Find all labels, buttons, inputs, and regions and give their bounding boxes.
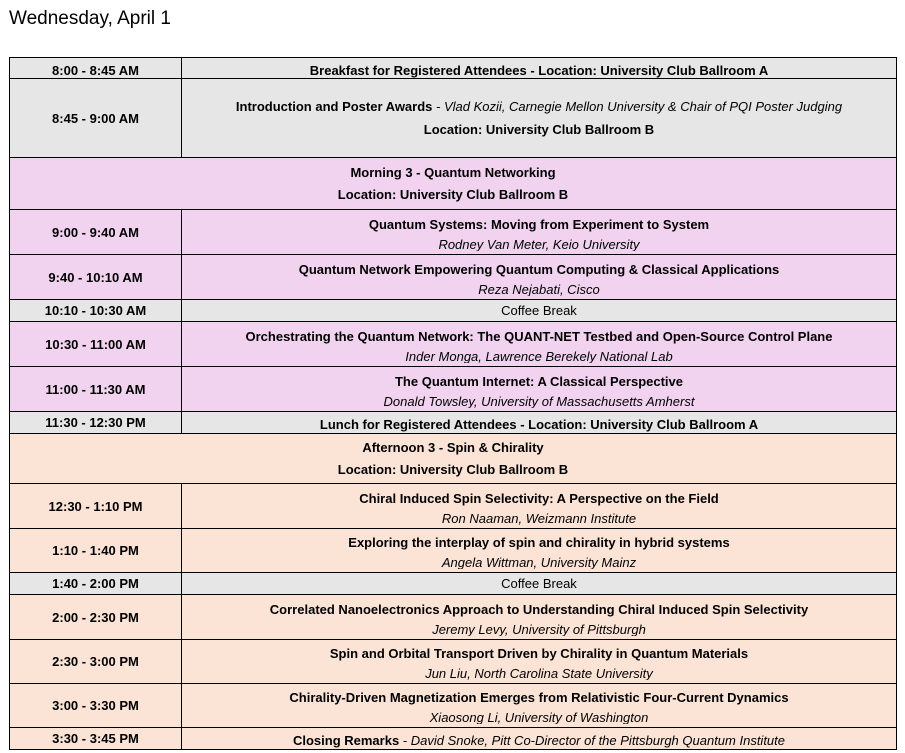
event-title: Correlated Nanoelectronics Approach to Understanding Chiral Induced Spin Selectivity (269, 601, 809, 617)
event-cell (182, 255, 897, 300)
table-row (10, 300, 897, 322)
speaker-name: - Vlad Kozii, Carnegie Mellon University & Chair of PQI Poster Judging (432, 99, 843, 114)
session-header-row (10, 434, 897, 484)
event-title: Exploring the interplay of spin and chirality in hybrid systems (348, 535, 730, 550)
event-cell (182, 412, 897, 434)
event-cell (182, 728, 897, 750)
speaker-name: Rodney Van Meter, Keio University (438, 236, 640, 251)
time-cell: 1:40 - 2:00 PM (10, 573, 182, 595)
table-row (10, 573, 897, 595)
table-row (10, 412, 897, 434)
event-title: Quantum Network Empowering Quantum Computing & Classical Applications (298, 261, 780, 277)
time-cell: 2:30 - 3:00 PM (10, 640, 182, 684)
session-location: Location: University Club Ballroom B (337, 186, 569, 202)
event-title: Breakfast for Registered Attendees - Location: University Club Ballroom A (309, 62, 769, 78)
event-title: Lunch for Registered Attendees - Location: University Club Ballroom A (319, 417, 759, 432)
session-header-row (10, 158, 897, 210)
table-row (10, 484, 897, 529)
speaker-name: - David Snoke, Pitt Co-Director of the Pittsburgh Quantum Institute (399, 733, 786, 748)
speaker-name: Xiaosong Li, University of Washington (429, 710, 649, 724)
table-row (10, 367, 897, 412)
event-cell (182, 210, 897, 255)
speaker-name: Ron Naaman, Weizmann Institute (441, 510, 637, 525)
schedule-table (9, 57, 897, 750)
session-title: Afternoon 3 - Spin & Chirality (362, 439, 544, 455)
time-cell: 12:30 - 1:10 PM (10, 484, 182, 529)
event-title: Introduction and Poster Awards (235, 99, 433, 114)
time-cell: 10:10 - 10:30 AM (10, 300, 182, 322)
event-title: The Quantum Internet: A Classical Perspective (394, 373, 683, 389)
table-row (10, 255, 897, 300)
event-title: Chiral Induced Spin Selectivity: A Perspective on the Field (359, 490, 719, 506)
time-cell: 11:30 - 12:30 PM (10, 412, 182, 434)
time-cell: 3:30 - 3:45 PM (10, 728, 182, 750)
table-row (10, 79, 897, 158)
table-row (10, 58, 897, 79)
event-cell: Coffee Break (182, 300, 897, 322)
session-title: Morning 3 - Quantum Networking (350, 164, 556, 180)
time-cell: 1:10 - 1:40 PM (10, 529, 182, 573)
event-cell (182, 484, 897, 529)
event-cell (182, 367, 897, 412)
page-title: Wednesday, April 1 (9, 8, 171, 29)
table-row (10, 684, 897, 728)
time-cell: 2:00 - 2:30 PM (10, 595, 182, 640)
event-title: Spin and Orbital Transport Driven by Chirality in Quantum Materials (329, 646, 749, 661)
time-cell: 9:40 - 10:10 AM (10, 255, 182, 300)
table-row (10, 728, 897, 750)
time-cell: 10:30 - 11:00 AM (10, 322, 182, 367)
speaker-name: Jeremy Levy, University of Pittsburgh (432, 621, 646, 636)
table-row (10, 595, 897, 640)
event-location: Location: University Club Ballroom B (423, 122, 655, 137)
speaker-name: Angela Wittman, University Mainz (441, 555, 637, 569)
event-cell (182, 322, 897, 367)
event-cell (182, 684, 897, 728)
table-row (10, 210, 897, 255)
event-cell: Coffee Break (182, 573, 897, 595)
session-location: Location: University Club Ballroom B (337, 461, 569, 477)
event-cell (182, 529, 897, 573)
event-title: Chirality-Driven Magnetization Emerges from Relativistic Four-Current Dynamics (289, 690, 789, 705)
event-cell (182, 640, 897, 684)
speaker-name: Inder Monga, Lawrence Berekely National Lab (405, 348, 673, 363)
table-row (10, 322, 897, 367)
event-title: Closing Remarks (292, 733, 400, 748)
time-cell: 11:00 - 11:30 AM (10, 367, 182, 412)
time-cell: 8:00 - 8:45 AM (10, 58, 182, 79)
event-title: Orchestrating the Quantum Network: The QUANT-NET Testbed and Open-Source Control Plane (245, 328, 833, 344)
speaker-name: Jun Liu, North Carolina State University (425, 666, 653, 680)
event-title: Quantum Systems: Moving from Experiment to System (368, 216, 710, 232)
table-row (10, 529, 897, 573)
speaker-name: Reza Nejabati, Cisco (478, 281, 600, 296)
time-cell: 9:00 - 9:40 AM (10, 210, 182, 255)
speaker-name: Donald Towsley, University of Massachusetts Amherst (383, 393, 695, 408)
event-cell (182, 79, 897, 158)
session-cell (10, 158, 897, 210)
time-cell: 3:00 - 3:30 PM (10, 684, 182, 728)
session-cell (10, 434, 897, 484)
event-cell (182, 58, 897, 79)
event-cell (182, 595, 897, 640)
table-row (10, 640, 897, 684)
time-cell: 8:45 - 9:00 AM (10, 79, 182, 158)
